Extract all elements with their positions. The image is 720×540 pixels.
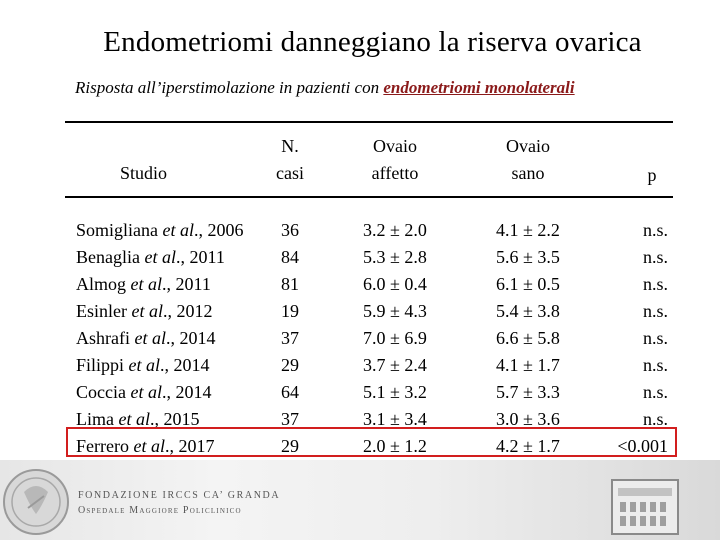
study-etal: et al — [128, 355, 161, 375]
header-n-line2: casi — [276, 163, 304, 183]
study-year: ., 2006 — [194, 220, 244, 240]
table-cell-healthy: 5.7 ± 3.3 — [496, 382, 560, 402]
study-etal: et al — [131, 301, 163, 321]
table-cell-n: 19 — [281, 301, 299, 321]
table-cell-healthy: 5.4 ± 3.8 — [496, 301, 560, 321]
study-author: Esinler — [76, 301, 132, 321]
table-cell-study — [76, 298, 213, 325]
table-cell-affected: 5.3 ± 2.8 — [363, 247, 427, 267]
study-etal: et al — [130, 382, 162, 402]
header-affected-line1: Ovaio — [373, 136, 417, 156]
study-author: Coccia — [76, 382, 131, 402]
study-year: ., 2014 — [165, 328, 216, 348]
table-top-rule — [65, 121, 673, 123]
table-cell-study — [76, 244, 225, 271]
study-etal: et al — [133, 436, 165, 456]
highlight-box — [66, 427, 677, 457]
study-year: ., 2011 — [162, 274, 211, 294]
table-cell-n: 37 — [281, 328, 299, 348]
table-cell-affected: 5.9 ± 4.3 — [363, 301, 427, 321]
slide-subtitle — [75, 78, 575, 98]
table-cell-affected: 6.0 ± 0.4 — [363, 274, 427, 294]
table-cell-p: n.s. — [642, 247, 668, 267]
header-bottom-rule — [65, 196, 673, 198]
study-year: ., 2017 — [164, 436, 215, 456]
table-cell-p: n.s. — [642, 274, 668, 294]
study-year: ., 2014 — [161, 382, 212, 402]
table-cell-n: 64 — [281, 382, 299, 402]
table-cell-p: n.s. — [642, 301, 668, 321]
table-cell-n: 81 — [281, 274, 299, 294]
study-author: Ashrafi — [76, 328, 135, 348]
table-cell-affected: 3.7 ± 2.4 — [363, 355, 427, 375]
table-cell-n: 37 — [281, 409, 299, 429]
study-etal: et al — [118, 409, 150, 429]
table-cell-healthy: 3.0 ± 3.6 — [496, 409, 560, 429]
table-cell-n: 84 — [281, 247, 299, 267]
table-cell-n: 36 — [281, 220, 299, 240]
table-cell-study — [76, 352, 210, 379]
table-cell-healthy: 6.1 ± 0.5 — [496, 274, 560, 294]
study-year: ., 2014 — [160, 355, 210, 375]
table-cell-study — [76, 325, 215, 352]
table-cell-affected: 7.0 ± 6.9 — [363, 328, 427, 348]
study-etal: et al — [162, 220, 194, 240]
header-healthy — [478, 133, 578, 187]
table-cell-healthy: 6.6 ± 5.8 — [496, 328, 560, 348]
footer-hospital-name: Ospedale Maggiore Policlinico — [78, 505, 242, 516]
slide-title: Endometriomi danneggiano la riserva ovarica — [103, 26, 642, 58]
table-cell-affected: 3.1 ± 3.4 — [363, 409, 427, 429]
table-cell-healthy: 4.1 ± 2.2 — [496, 220, 560, 240]
study-etal: et al — [144, 247, 176, 267]
header-healthy-line1: Ovaio — [506, 136, 550, 156]
table-cell-p: n.s. — [642, 382, 668, 402]
subtitle-highlight: endometriomi monolaterali — [383, 78, 575, 97]
study-author: Benaglia — [76, 247, 145, 267]
footer-foundation-name: FONDAZIONE IRCCS CA’ GRANDA — [78, 490, 281, 501]
table-cell-healthy: 5.6 ± 3.5 — [496, 247, 560, 267]
header-affected-line2: affetto — [371, 163, 419, 183]
table-cell-affected: 2.0 ± 1.2 — [363, 436, 427, 456]
table-cell-study — [76, 379, 211, 406]
university-seal-icon — [2, 462, 72, 538]
table-cell-healthy: 4.2 ± 1.7 — [496, 436, 560, 456]
table-cell-healthy: 4.1 ± 1.7 — [496, 355, 560, 375]
header-affected — [345, 133, 445, 187]
study-year: ., 2011 — [175, 247, 225, 267]
study-year: ., 2012 — [163, 301, 213, 321]
subtitle-prefix: Risposta all’iperstimolazione in pazienti con — [75, 78, 384, 97]
hospital-building-icon — [610, 478, 680, 536]
study-author: Lima — [76, 409, 119, 429]
header-study: Studio — [120, 163, 168, 183]
study-author: Ferrero — [76, 436, 134, 456]
study-etal: et al — [130, 274, 163, 294]
table-cell-study — [76, 217, 244, 244]
table-cell-study — [76, 271, 211, 298]
table-cell-n: 29 — [281, 355, 299, 375]
table-cell-p: n.s. — [642, 220, 668, 240]
table-cell-p: n.s. — [642, 355, 668, 375]
study-author: Somigliana — [76, 220, 163, 240]
table-cell-p: n.s. — [642, 328, 668, 348]
study-author: Filippi — [76, 355, 129, 375]
footer-banner — [0, 460, 720, 540]
study-author: Almog — [76, 274, 131, 294]
header-p: p — [647, 165, 657, 185]
table-cell-p: <0.001 — [617, 436, 668, 456]
table-cell-affected: 3.2 ± 2.0 — [363, 220, 427, 240]
header-healthy-line2: sano — [511, 163, 545, 183]
table-cell-p: n.s. — [642, 409, 668, 429]
header-n-line1: N. — [281, 136, 299, 156]
study-year: ., 2015 — [150, 409, 200, 429]
header-n — [265, 133, 315, 187]
study-etal: et al — [134, 328, 166, 348]
table-cell-n: 29 — [281, 436, 299, 456]
table-cell-affected: 5.1 ± 3.2 — [363, 382, 427, 402]
